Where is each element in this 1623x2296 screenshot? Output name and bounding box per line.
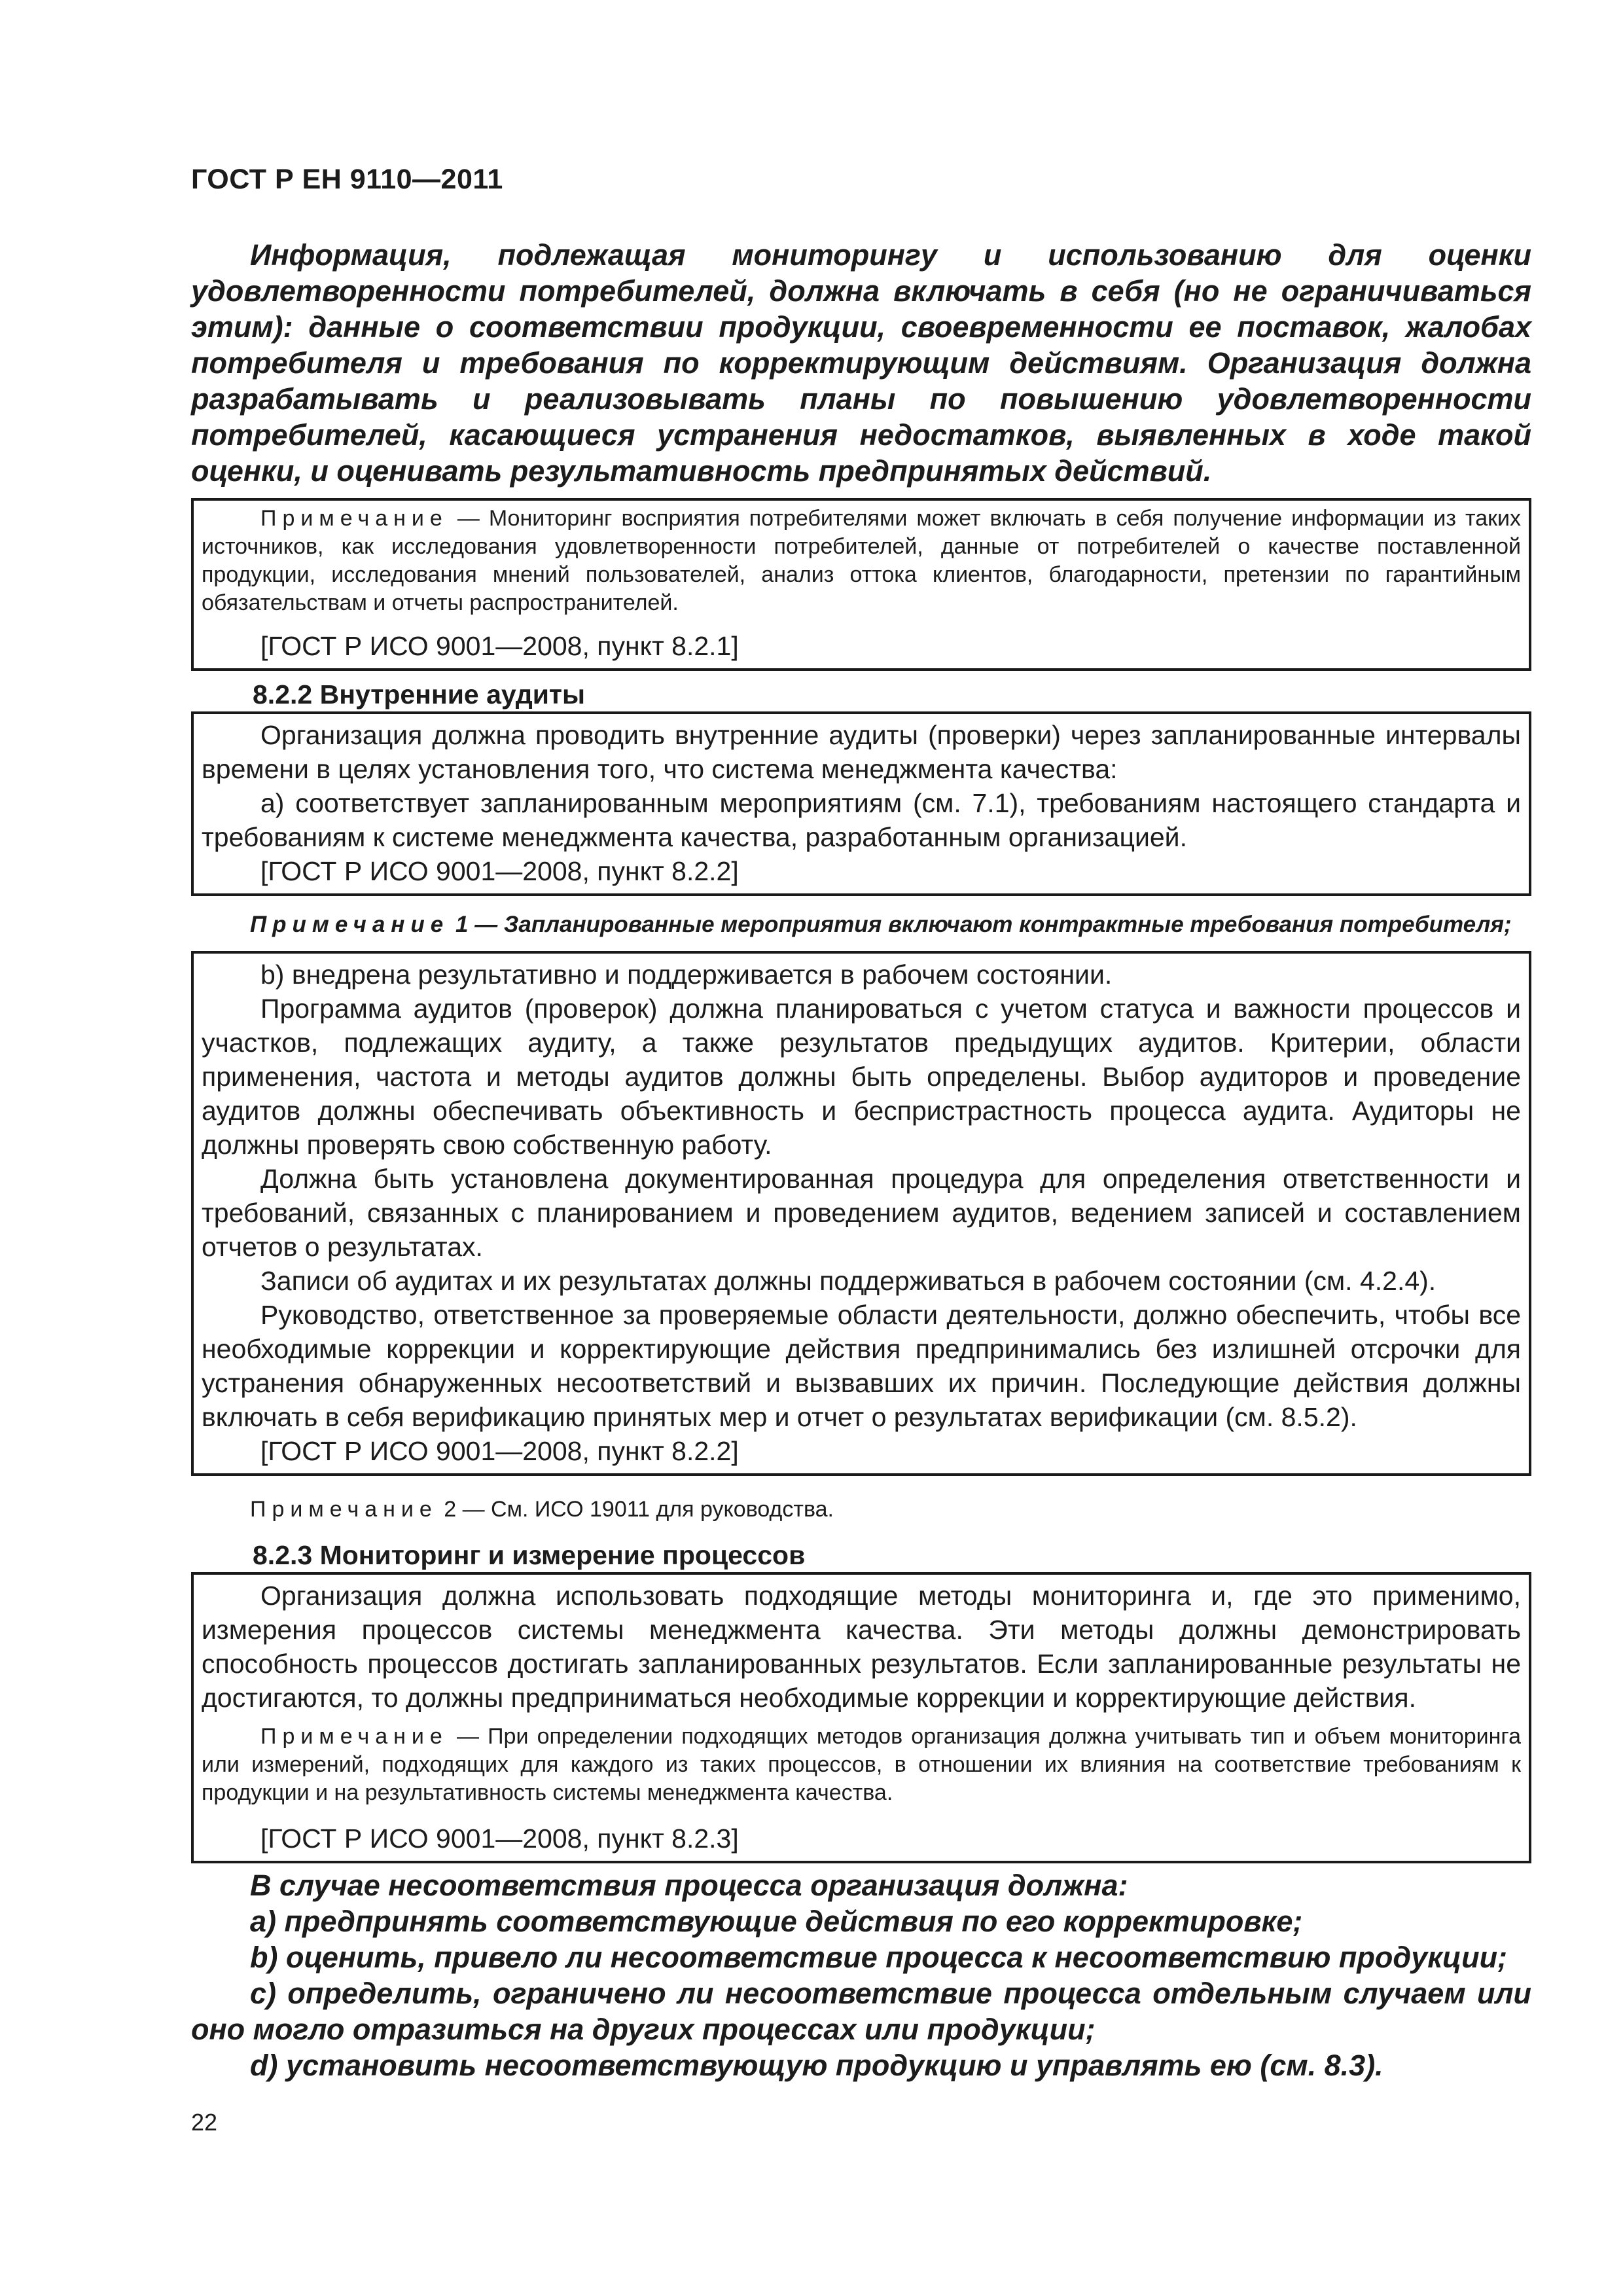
page-number: 22 bbox=[191, 2109, 218, 2136]
note-1-text: 1 — Запланированные мероприятия включают контрактные требования потребителя; bbox=[449, 912, 1512, 937]
note-823-text: — При определении подходящих методов организация должна учитывать тип и объем мониторинга или измерений, подходящих для каждого из таких процессов, в отношении их влияния на соответствие требованиям к продукции и на результативность системы менеджмента качества. bbox=[202, 1724, 1521, 1805]
reference-823: [ГОСТ Р ИСО 9001—2008, пункт 8.2.3] bbox=[260, 1823, 739, 1854]
closing-lead: В случае несоответствия процесса организация должна: bbox=[250, 1869, 1128, 1902]
closing-item-d: d) установить несоответствующую продукцию и управлять ею (см. 8.3). bbox=[250, 2049, 1383, 2082]
note-823-label: Примечание bbox=[260, 1724, 448, 1749]
note-2-text: 2 — См. ИСО 19011 для руководства. bbox=[437, 1497, 834, 1522]
quote-box-822-a bbox=[191, 711, 1531, 896]
quote-box-822-b bbox=[191, 951, 1531, 1476]
section-heading-823: 8.2.3 Мониторинг и измерение процессов bbox=[253, 1540, 806, 1570]
page-content bbox=[191, 237, 1531, 2083]
note-821 bbox=[202, 505, 1521, 617]
quote-box-823 bbox=[191, 1572, 1531, 1863]
note-2-label: Примечание bbox=[250, 1497, 438, 1522]
reference-822-a: [ГОСТ Р ИСО 9001—2008, пункт 8.2.2] bbox=[260, 856, 739, 886]
note-1 bbox=[191, 910, 1531, 939]
note-823 bbox=[202, 1723, 1521, 1807]
note-2 bbox=[191, 1496, 1531, 1524]
box3-paragraph-1: b) внедрена результативно и поддерживается в рабочем состоянии. bbox=[260, 960, 1113, 990]
box3-paragraph-3: Должна быть установлена документированная процедура для определения ответственности и требований, связанных с планированием и проведением аудитов, ведением записей и составлением отчетов о результатах. bbox=[202, 1164, 1521, 1262]
closing-item-b: b) оценить, привело ли несоответствие процесса к несоответствию продукции; bbox=[250, 1941, 1508, 1974]
box4-paragraph-1: Организация должна использовать подходящие методы мониторинга и, где это применимо, измерения процессов системы менеджмента качества. Эти методы должны демонстрировать способность процессов достигать запланированных результатов. Если запланированные результаты не достигаются, то должны предприниматься необходимые коррекции и корректирующие действия. bbox=[202, 1581, 1521, 1713]
box3-paragraph-4: Записи об аудитах и их результатах должны поддерживаться в рабочем состоянии (см. 4.2.4). bbox=[260, 1266, 1436, 1296]
note-text: — Мониторинг восприятия потребителями может включать в себя получение информации из таких источников, как исследования удовлетворенности потребителей, данные от потребителей о качестве поставленной продукции, исследования мнений пользователей, анализ оттока клиентов, благодарности, претензии по гарантийным обязательствам и отчеты распространителей. bbox=[202, 506, 1521, 615]
note-1-label: Примечание bbox=[250, 912, 450, 937]
closing-requirements bbox=[191, 1867, 1531, 2083]
intro-paragraph: Информация, подлежащая мониторингу и использованию для оценки удовлетворенности потребителей, должна включать в себя (но не ограничиваться этим): данные о соответствии продукции, своевременности ее поставок, жалобах потребителя и требования по корректирующим действиям. Организация должна разрабатывать и реализовывать планы по повышению удовлетворенности потребителей, касающиеся устранения недостатков, выявленных в ходе такой оценки, и оценивать результативность предпринятых действий. bbox=[191, 238, 1531, 488]
closing-item-a: a) предпринять соответствующие действия по его корректировке; bbox=[250, 1905, 1303, 1938]
note-label: Примечание bbox=[260, 506, 448, 531]
box3-paragraph-2: Программа аудитов (проверок) должна планироваться с учетом статуса и важности процессов и участков, подлежащих аудиту, а также результатов предыдущих аудитов. Критерии, области применения, частота и методы аудитов должны быть определены. Выбор аудиторов и проведение аудитов должны обеспечивать объективность и беспристрастность процесса аудита. Аудиторы не должны проверять свою собственную работу. bbox=[202, 994, 1521, 1160]
quote-box-821 bbox=[191, 498, 1531, 671]
box3-paragraph-5: Руководство, ответственное за проверяемые области деятельности, должно обеспечить, чтобы все необходимые коррекции и корректирующие действия предпринимались без излишней отсрочки для устранения обнаруженных несоответствий и вызвавших их причин. Последующие действия должны включать в себя верификацию принятых мер и отчет о результатах верификации (см. 8.5.2). bbox=[202, 1300, 1521, 1432]
closing-item-c: c) определить, ограничено ли несоответствие процесса отдельным случаем или оно могло отразиться на других процессах или продукции; bbox=[191, 1977, 1531, 2046]
standard-designation: ГОСТ Р ЕН 9110—2011 bbox=[191, 164, 503, 195]
section-heading-822: 8.2.2 Внутренние аудиты bbox=[253, 679, 586, 709]
reference-821: [ГОСТ Р ИСО 9001—2008, пункт 8.2.1] bbox=[260, 631, 739, 661]
box2-paragraph-1: Организация должна проводить внутренние аудиты (проверки) через запланированные интервалы времени в целях установления того, что система менеджмента качества: bbox=[202, 720, 1521, 784]
box2-paragraph-2: a) соответствует запланированным мероприятиям (см. 7.1), требованиям настоящего стандарта и требованиям к системе менеджмента качества, разработанным организацией. bbox=[202, 788, 1521, 852]
reference-822-b: [ГОСТ Р ИСО 9001—2008, пункт 8.2.2] bbox=[260, 1436, 739, 1466]
